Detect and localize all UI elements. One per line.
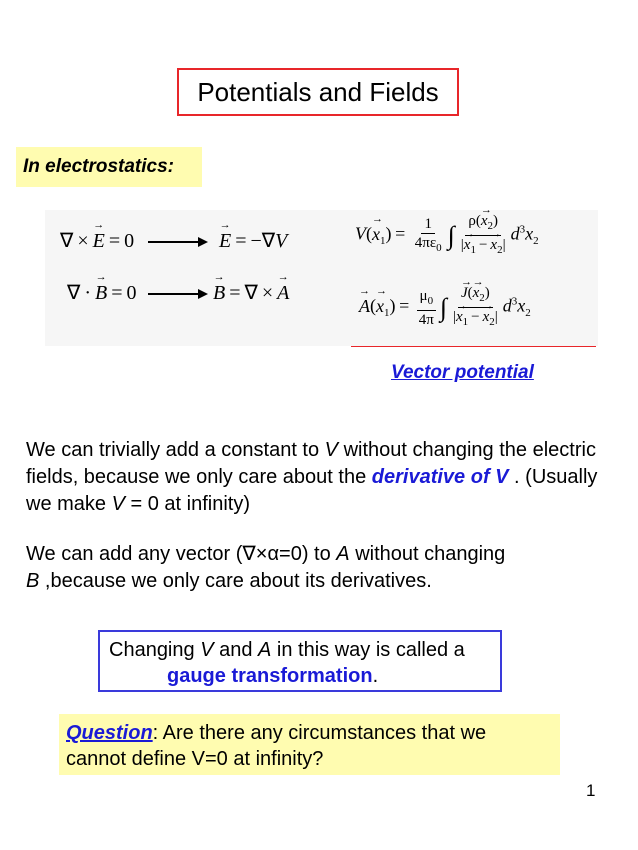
question-text: : Are there any circumstances that we: [152, 722, 487, 744]
section-label: In electrostatics:: [16, 147, 202, 187]
text: without changing the electric fields, because we only care about the: [26, 439, 596, 488]
arrow-icon: [148, 287, 208, 301]
equation-curl-e: ∇ × → E = 0: [60, 228, 134, 253]
text: .: [372, 665, 379, 687]
question-text: cannot define V=0 at infinity?: [66, 748, 324, 770]
symbol-v: V: [324, 439, 339, 461]
text: without changing: [349, 543, 506, 565]
text: Changing: [109, 639, 201, 661]
equation-e-grad: → E = −∇V: [219, 228, 287, 253]
equation-b-curl: → B = ∇ × → A: [213, 280, 289, 305]
paragraph-constant-v: [26, 437, 616, 518]
text: and: [213, 639, 259, 661]
symbol-v: V: [200, 639, 214, 661]
equation-v-integral: $V(\to x_1)$ = $\frac{1}{4\pi\varepsilon_0}$ ∫ $\frac{\rho(\to x_2)}{|\to x_1 - \to x_2|}$ $d^3x_2$: [355, 212, 539, 259]
vector-potential-label: Vector potential: [391, 362, 534, 383]
page-number: 1: [586, 781, 596, 800]
symbol-a: A: [336, 543, 350, 565]
separator-line: [351, 346, 596, 347]
text: ,because we only care about its derivatives.: [39, 570, 432, 592]
text: We can trivially add a constant to: [26, 439, 325, 461]
gauge-term: gauge transformation: [167, 665, 373, 687]
gauge-callout: [98, 630, 502, 692]
text: = 0 at infinity): [124, 493, 250, 515]
equation-a-integral: → $A(\to x_1)$ = $\frac{\mu_0}{4\pi}$ ∫ → $\frac{J(\to x_2)}{|\to x_1 - \to x_2|}$ $d^3x_2$: [359, 284, 531, 331]
text: We can add any vector (∇×α=0) to: [26, 543, 337, 565]
page-title: Potentials and Fields: [177, 68, 459, 116]
equation-div-b: ∇ · → B = 0: [67, 280, 137, 305]
paragraph-vector-a: [26, 541, 616, 595]
text: in this way is called a: [271, 639, 465, 661]
gauge-line-1: [109, 637, 500, 663]
text: . (Usually we make: [26, 466, 598, 515]
question-box: [59, 714, 560, 775]
symbol-b: B: [26, 570, 40, 592]
symbol-v: V: [111, 493, 125, 515]
equations-panel: [45, 210, 598, 346]
symbol-a: A: [258, 639, 272, 661]
emphasis-derivative: derivative of V: [371, 466, 509, 488]
question-label: Question: [66, 722, 153, 744]
gauge-line-2: [109, 663, 500, 689]
arrow-icon: [148, 235, 208, 249]
